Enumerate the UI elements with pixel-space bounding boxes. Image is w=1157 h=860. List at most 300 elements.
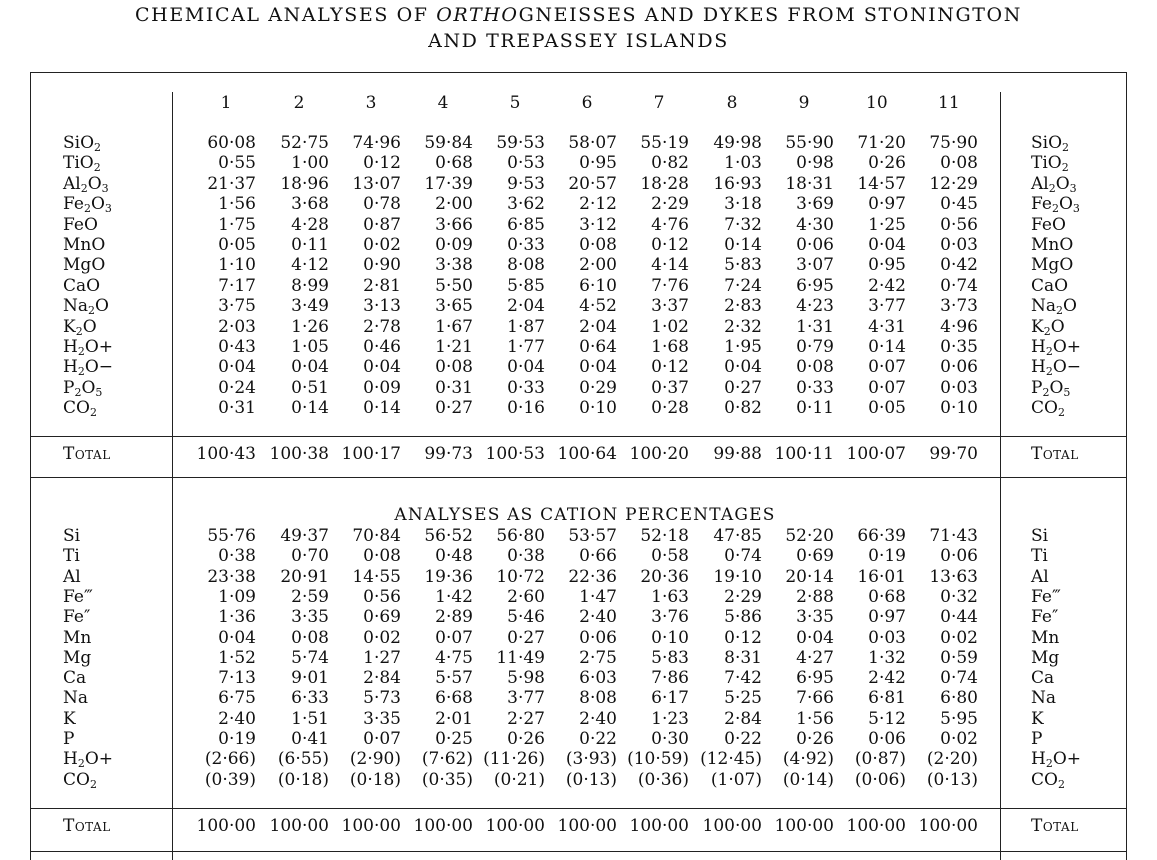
table-cell: 3·75	[218, 296, 256, 317]
table-cell: (2·90)	[349, 749, 401, 770]
total-cell: 100·07	[846, 444, 906, 464]
row-label-right: Ca	[1031, 668, 1055, 689]
total-cell: 100·43	[196, 444, 256, 464]
table-cell: 5·95	[940, 708, 978, 729]
table-cell: 0·08	[435, 357, 473, 378]
table-cell: 3·35	[291, 607, 329, 628]
table-cell: 0·56	[363, 586, 401, 607]
table-cell: 13·07	[352, 173, 401, 194]
table-cell: 0·07	[363, 729, 401, 749]
table-cell: 13·63	[929, 566, 978, 587]
table-cell: 0·35	[940, 337, 978, 357]
table-cell: 6·95	[796, 275, 834, 296]
table-cell: 0·11	[291, 235, 329, 255]
row-label: P	[63, 729, 75, 749]
table-cell: 1·25	[868, 214, 906, 235]
table-cell: (0·14)	[782, 769, 834, 790]
table-cell: 3·07	[796, 255, 834, 276]
table-cell: 47·85	[713, 526, 762, 546]
table-cell: 6·75	[218, 688, 256, 709]
table-cell: 0·08	[940, 153, 978, 174]
table-cell: 0·82	[651, 153, 689, 174]
table-cell: 3·12	[579, 214, 617, 235]
row-label-right: K	[1031, 708, 1044, 729]
left-frame-line	[30, 72, 31, 860]
row-label-right: $CO_2$	[1031, 398, 1065, 420]
column-header: 8	[726, 93, 738, 113]
table-cell: 2·42	[868, 668, 906, 689]
row-label-right: Fe″	[1031, 607, 1059, 628]
total-cell: 100·00	[413, 816, 473, 836]
table-cell: 0·69	[363, 607, 401, 628]
table-cell: 0·10	[940, 398, 978, 419]
table-cell: 0·04	[218, 627, 256, 648]
table-cell: 0·56	[940, 214, 978, 235]
table-cell: 0·14	[291, 398, 329, 419]
table-cell: 8·99	[291, 275, 329, 296]
table-cell: 0·14	[724, 235, 762, 255]
total-cell: 100·00	[557, 816, 617, 836]
row-label-right: $Al_2O_3$	[1031, 173, 1077, 195]
row-label: $P_2O_5$	[63, 377, 103, 399]
table-cell: (4·92)	[782, 749, 834, 770]
table-cell: 71·20	[857, 133, 906, 153]
table-cell: (0·39)	[204, 769, 256, 790]
total-cell: 99·88	[713, 444, 762, 464]
table-cell: 2·59	[291, 586, 329, 607]
row-label-right: P	[1031, 729, 1043, 749]
table-cell: 0·08	[291, 627, 329, 648]
table-cell: 16·01	[857, 566, 906, 587]
table-cell: 4·52	[579, 296, 617, 317]
row-label-right: Mg	[1031, 647, 1060, 668]
row-label-right: Si	[1031, 526, 1049, 546]
table-cell: 60·08	[207, 133, 256, 153]
table-cell: (0·35)	[421, 769, 473, 790]
table-cell: 0·90	[363, 255, 401, 276]
column-header: 4	[437, 93, 449, 113]
table-cell: 1·77	[507, 337, 545, 357]
table-cell: (0·13)	[926, 769, 978, 790]
table-cell: 1·42	[435, 586, 473, 607]
table-cell: 0·04	[507, 357, 545, 378]
table-cell: 0·03	[868, 627, 906, 648]
table-cell: 49·37	[280, 526, 329, 546]
table-cell: 6·10	[579, 275, 617, 296]
table-cell: 0·70	[291, 546, 329, 567]
table-cell: 2·00	[435, 194, 473, 215]
total-cell: 100·17	[341, 444, 401, 464]
table-cell: 0·37	[651, 377, 689, 398]
table-cell: (2·66)	[204, 749, 256, 770]
table-cell: 5·74	[291, 647, 329, 668]
title-italic-part: ORTHO	[436, 4, 519, 26]
table-cell: 0·16	[507, 398, 545, 419]
table-cell: 4·31	[868, 316, 906, 337]
row-label: SiO$_2$	[63, 133, 102, 154]
table-cell: 0·09	[435, 235, 473, 255]
total-cell: 100·00	[269, 816, 329, 836]
table-cell: 2·84	[363, 668, 401, 689]
table-cell: 3·77	[868, 296, 906, 317]
row-label: Ca	[63, 668, 87, 689]
table-cell: 20·57	[568, 173, 617, 194]
table-cell: 3·35	[363, 708, 401, 729]
table-cell: 0·10	[651, 627, 689, 648]
table-cell: 0·04	[218, 357, 256, 378]
table-cell: 1·02	[651, 316, 689, 337]
table-cell: 0·66	[579, 546, 617, 567]
table-cell: 0·08	[579, 235, 617, 255]
row-label: $CO_2$	[63, 769, 97, 791]
row-label-right: Fe‴	[1031, 586, 1061, 607]
table-cell: 0·06	[579, 627, 617, 648]
row-label: $K_2O$	[63, 316, 97, 338]
row-label-right: $Na_2O$	[1031, 296, 1077, 318]
table-bottom-rule	[30, 851, 1127, 852]
table-cell: 1·95	[724, 337, 762, 357]
total-cell: 100·00	[485, 816, 545, 836]
table-cell: (10·59)	[627, 749, 689, 770]
right-label-column-line	[1000, 92, 1001, 860]
table-cell: 4·14	[651, 255, 689, 276]
table-cell: 18·28	[640, 173, 689, 194]
table-cell: 1·00	[291, 153, 329, 174]
table-cell: 0·05	[868, 398, 906, 419]
column-header: 7	[653, 93, 665, 113]
table-cell: 0·06	[940, 546, 978, 567]
table-cell: 5·12	[868, 708, 906, 729]
row-label: Al	[63, 566, 81, 587]
table-cell: 0·95	[579, 153, 617, 174]
row-label-right: Mn	[1031, 627, 1060, 648]
row-label-right: SiO$_2$	[1031, 133, 1070, 154]
table-cell: 4·23	[796, 296, 834, 317]
table-cell: 2·42	[868, 275, 906, 296]
table-cell: 5·73	[363, 688, 401, 709]
row-label-right: MgO	[1031, 255, 1074, 276]
row-label: $CO_2$	[63, 398, 97, 420]
table-cell: 3·66	[435, 214, 473, 235]
row-label: $Na_2O$	[63, 296, 109, 318]
table-cell: 0·14	[363, 398, 401, 419]
row-label-right: Al	[1031, 566, 1049, 587]
table-cell: 71·43	[929, 526, 978, 546]
table-cell: 0·32	[940, 586, 978, 607]
table-cell: 66·39	[857, 526, 906, 546]
table-cell: 1·56	[796, 708, 834, 729]
row-label: FeO	[63, 214, 98, 235]
table-cell: 0·53	[507, 153, 545, 174]
table-cell: 0·42	[940, 255, 978, 276]
table-cell: 2·29	[651, 194, 689, 215]
column-header: 10	[866, 93, 888, 113]
table-cell: 4·28	[291, 214, 329, 235]
table-cell: 2·40	[579, 708, 617, 729]
table-cell: 2·83	[724, 296, 762, 317]
row-label: $H_2O+$	[63, 337, 114, 358]
total-cell: 100·00	[846, 816, 906, 836]
table-cell: 55·19	[640, 133, 689, 153]
table-cell: 12·29	[929, 173, 978, 194]
table-cell: 21·37	[207, 173, 256, 194]
table-cell: 0·19	[218, 729, 256, 749]
table-cell: 0·02	[940, 729, 978, 749]
table-cell: 3·18	[724, 194, 762, 215]
table-cell: 52·20	[785, 526, 834, 546]
table-cell: 2·88	[796, 586, 834, 607]
section-divider-rule	[30, 477, 1127, 478]
table-cell: 2·32	[724, 316, 762, 337]
total-cell: 100·00	[629, 816, 689, 836]
table-cell: 0·74	[940, 668, 978, 689]
row-label: $H_2O-$	[63, 357, 114, 379]
total-label: Total	[63, 444, 111, 464]
table-cell: 0·24	[218, 377, 256, 398]
table-cell: 7·13	[218, 668, 256, 689]
table-cell: 0·02	[363, 235, 401, 255]
row-label: TiO$_2$	[63, 153, 101, 175]
table-title-line2: AND TREPASSEY ISLANDS	[428, 30, 729, 52]
table-cell: 11·49	[496, 647, 545, 668]
table-cell: 1·21	[435, 337, 473, 357]
table-cell: 1·27	[363, 647, 401, 668]
total-top-rule	[30, 436, 1127, 437]
total-label: Total	[63, 816, 111, 836]
row-label: K	[63, 708, 76, 729]
table-cell: 5·50	[435, 275, 473, 296]
table-cell: 14·55	[352, 566, 401, 587]
table-cell: 2·12	[579, 194, 617, 215]
row-label: $Al_2O_3$	[63, 173, 109, 195]
table-cell: 0·06	[796, 235, 834, 255]
table-cell: 0·04	[868, 235, 906, 255]
table-cell: 6·17	[651, 688, 689, 709]
row-label: MnO	[63, 235, 106, 255]
column-header: 11	[938, 93, 960, 113]
row-label-right: $Fe_2O_3$	[1031, 194, 1080, 216]
table-cell: 2·27	[507, 708, 545, 729]
row-label: MgO	[63, 255, 106, 276]
table-cell: 0·68	[868, 586, 906, 607]
row-label: Na	[63, 688, 89, 709]
row-label-right: $H_2O+$	[1031, 749, 1082, 771]
row-label-right: $K_2O$	[1031, 316, 1065, 338]
table-cell: 1·36	[218, 607, 256, 628]
table-cell: 55·76	[207, 526, 256, 546]
table-cell: 2·29	[724, 586, 762, 607]
table-cell: 56·52	[424, 526, 473, 546]
table-cell: 4·12	[291, 255, 329, 276]
table-cell: 0·04	[724, 357, 762, 378]
table-cell: 4·27	[796, 647, 834, 668]
table-cell: 6·80	[940, 688, 978, 709]
table-cell: 2·75	[579, 647, 617, 668]
total-cell: 99·73	[424, 444, 473, 464]
table-cell: 0·30	[651, 729, 689, 749]
table-cell: (12·45)	[700, 749, 762, 770]
table-cell: 3·69	[796, 194, 834, 215]
table-cell: 4·76	[651, 214, 689, 235]
table-cell: 0·28	[651, 398, 689, 419]
table-cell: 0·82	[724, 398, 762, 419]
cation-total-top-rule	[30, 808, 1127, 809]
column-header: 1	[220, 93, 232, 113]
total-label-right: Total	[1031, 444, 1079, 464]
table-title-line1	[0, 2, 1157, 28]
row-label: Fe″	[63, 607, 91, 628]
table-cell: 0·97	[868, 607, 906, 628]
table-cell: 58·07	[568, 133, 617, 153]
table-cell: 19·10	[713, 566, 762, 587]
table-cell: 3·62	[507, 194, 545, 215]
column-header: 5	[509, 93, 521, 113]
table-cell: 0·79	[796, 337, 834, 357]
table-cell: 1·47	[579, 586, 617, 607]
table-cell: 0·12	[724, 627, 762, 648]
table-cell: (0·36)	[637, 769, 689, 790]
table-cell: 0·02	[940, 627, 978, 648]
table-cell: 0·97	[868, 194, 906, 215]
table-cell: 6·85	[507, 214, 545, 235]
row-label-right: TiO$_2$	[1031, 153, 1069, 175]
table-cell: 0·43	[218, 337, 256, 357]
table-cell: 49·98	[713, 133, 762, 153]
table-cell: (0·06)	[854, 769, 906, 790]
table-cell: 0·07	[868, 377, 906, 398]
table-cell: 3·73	[940, 296, 978, 317]
table-cell: 2·60	[507, 586, 545, 607]
table-cell: 0·04	[363, 357, 401, 378]
table-cell: 0·64	[579, 337, 617, 357]
table-cell: 2·89	[435, 607, 473, 628]
table-cell: 2·04	[507, 296, 545, 317]
table-cell: 0·41	[291, 729, 329, 749]
row-label-right: Ti	[1031, 546, 1048, 567]
table-cell: 0·26	[507, 729, 545, 749]
row-label: CaO	[63, 275, 101, 296]
table-cell: 0·03	[940, 377, 978, 398]
row-label-right: CaO	[1031, 275, 1069, 296]
table-cell: 0·59	[940, 647, 978, 668]
table-cell: 53·57	[568, 526, 617, 546]
row-label-right: Na	[1031, 688, 1057, 709]
table-cell: 0·19	[868, 546, 906, 567]
table-cell: 1·63	[651, 586, 689, 607]
row-label: Mn	[63, 627, 92, 648]
column-header: 3	[365, 93, 377, 113]
table-cell: 1·67	[435, 316, 473, 337]
table-cell: 7·17	[218, 275, 256, 296]
table-cell: 0·68	[435, 153, 473, 174]
table-cell: 0·33	[796, 377, 834, 398]
table-cell: 5·25	[724, 688, 762, 709]
table-cell: 18·96	[280, 173, 329, 194]
table-cell: 0·87	[363, 214, 401, 235]
table-top-rule	[30, 72, 1127, 73]
table-cell: 0·29	[579, 377, 617, 398]
table-cell: 0·07	[868, 357, 906, 378]
table-cell: (11·26)	[483, 749, 545, 770]
column-header: 2	[293, 93, 305, 113]
table-cell: 2·78	[363, 316, 401, 337]
total-cell: 100·00	[341, 816, 401, 836]
table-cell: (0·21)	[493, 769, 545, 790]
table-cell: 2·40	[218, 708, 256, 729]
table-cell: 5·83	[724, 255, 762, 276]
table-cell: 6·33	[291, 688, 329, 709]
total-cell: 100·11	[774, 444, 834, 464]
table-cell: 16·93	[713, 173, 762, 194]
total-cell: 100·00	[918, 816, 978, 836]
total-cell: 100·53	[485, 444, 545, 464]
row-label: Fe‴	[63, 586, 93, 607]
table-cell: 3·68	[291, 194, 329, 215]
table-cell: 0·11	[796, 398, 834, 419]
table-cell: 1·26	[291, 316, 329, 337]
table-cell: 1·68	[651, 337, 689, 357]
table-cell: (6·55)	[277, 749, 329, 770]
row-label: $Fe_2O_3$	[63, 194, 112, 216]
table-cell: 19·36	[424, 566, 473, 587]
cation-section-heading: ANALYSES AS CATION PERCENTAGES	[394, 505, 776, 525]
table-cell: 0·27	[435, 398, 473, 419]
table-cell: 0·05	[218, 235, 256, 255]
table-cell: 7·66	[796, 688, 834, 709]
table-cell: 1·23	[651, 708, 689, 729]
table-cell: 1·56	[218, 194, 256, 215]
table-cell: 6·95	[796, 668, 834, 689]
table-cell: 0·26	[796, 729, 834, 749]
table-cell: 7·24	[724, 275, 762, 296]
table-cell: 55·90	[785, 133, 834, 153]
table-cell: 0·09	[363, 377, 401, 398]
table-cell: 5·83	[651, 647, 689, 668]
table-cell: (7·62)	[421, 749, 473, 770]
table-cell: 20·91	[280, 566, 329, 587]
table-cell: 0·04	[796, 627, 834, 648]
table-cell: 3·13	[363, 296, 401, 317]
row-label-right: $CO_2$	[1031, 769, 1065, 791]
table-cell: (0·18)	[349, 769, 401, 790]
table-cell: 10·72	[496, 566, 545, 587]
table-cell: 0·26	[868, 153, 906, 174]
table-cell: 7·86	[651, 668, 689, 689]
table-cell: 2·84	[724, 708, 762, 729]
column-header: 6	[581, 93, 593, 113]
table-cell: 20·36	[640, 566, 689, 587]
table-cell: 59·84	[424, 133, 473, 153]
table-cell: 0·95	[868, 255, 906, 276]
table-cell: 2·40	[579, 607, 617, 628]
table-cell: 3·38	[435, 255, 473, 276]
table-cell: 0·27	[724, 377, 762, 398]
table-cell: 0·22	[724, 729, 762, 749]
table-cell: (0·87)	[854, 749, 906, 770]
table-cell: 0·98	[796, 153, 834, 174]
total-cell: 100·00	[774, 816, 834, 836]
table-cell: (2·20)	[926, 749, 978, 770]
table-cell: 75·90	[929, 133, 978, 153]
table-cell: 1·05	[291, 337, 329, 357]
table-cell: 0·02	[363, 627, 401, 648]
table-cell: 5·46	[507, 607, 545, 628]
table-cell: 0·51	[291, 377, 329, 398]
table-cell: 0·12	[651, 235, 689, 255]
total-cell: 100·20	[629, 444, 689, 464]
table-cell: 0·25	[435, 729, 473, 749]
row-label-right: $P_2O_5$	[1031, 377, 1071, 399]
